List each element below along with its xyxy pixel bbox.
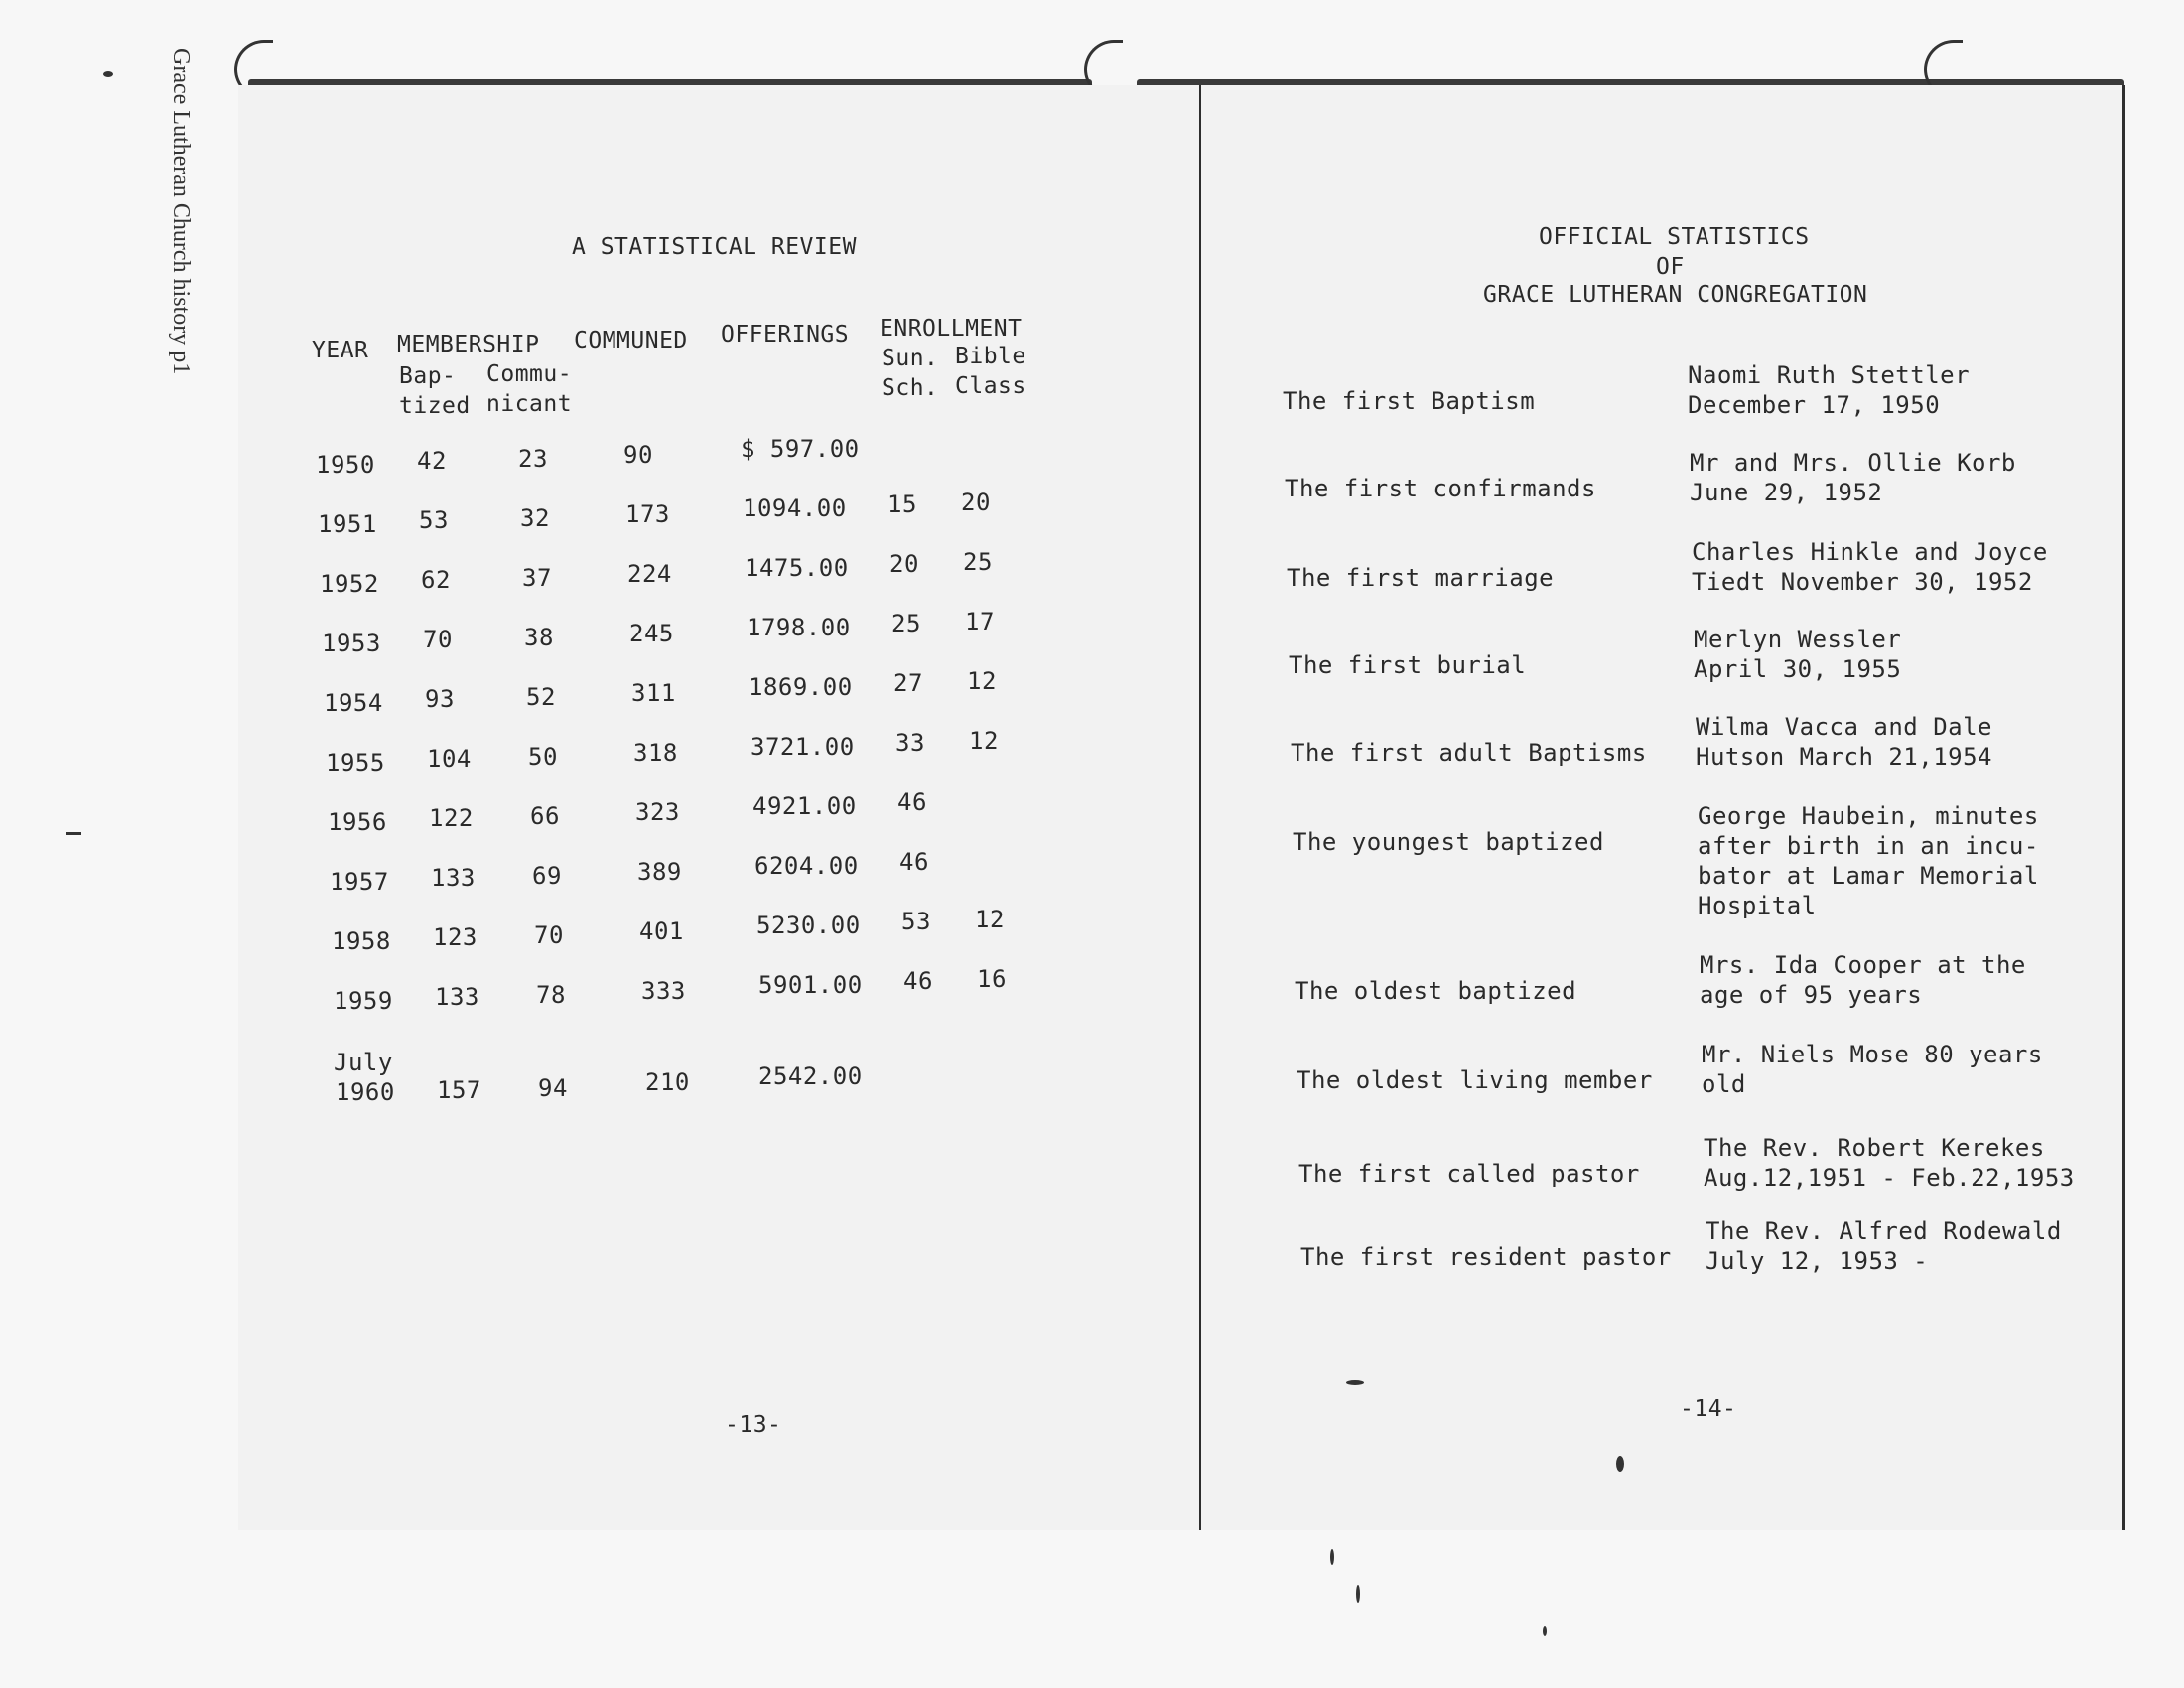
official-label-9: The first called pastor (1298, 1160, 1640, 1188)
official-statistics-title-2: OF (1656, 254, 1685, 280)
row-1959-bible-class: 16 (977, 965, 1007, 993)
row-1954-communed: 311 (631, 679, 676, 707)
official-label-3: The first marriage (1287, 564, 1555, 592)
row-1958-baptized: 123 (433, 923, 478, 951)
official-label-1: The first Baptism (1283, 387, 1536, 415)
official-value-7-line-1: Mrs. Ida Cooper at the (1700, 951, 2026, 979)
official-value-3-line-2: Tiedt November 30, 1952 (1692, 568, 2033, 596)
official-value-4-line-1: Merlyn Wessler (1694, 626, 1902, 653)
row-1950-offerings: $ 597.00 (741, 435, 860, 463)
row-1959-year: 1959 (334, 987, 393, 1015)
header-bible-class-2: Class (955, 373, 1026, 399)
official-value-4-line-2: April 30, 1955 (1694, 655, 1902, 683)
row-1956-offerings: 4921.00 (752, 792, 857, 820)
official-value-6-line-3: bator at Lamar Memorial (1698, 862, 2039, 890)
official-label-8: The oldest living member (1297, 1066, 1653, 1094)
official-value-7-line-2: age of 95 years (1700, 981, 1923, 1009)
official-value-9-line-2: Aug.12,1951 - Feb.22,1953 (1704, 1164, 2075, 1192)
row-1951-baptized: 53 (419, 506, 449, 534)
official-value-1-line-2: December 17, 1950 (1688, 391, 1941, 419)
row-1950-year: 1950 (316, 451, 375, 479)
official-value-9-line-1: The Rev. Robert Kerekes (1704, 1134, 2045, 1162)
row-1957-offerings: 6204.00 (754, 852, 859, 880)
row-1957-communed: 389 (637, 858, 682, 886)
row-1953-communicant: 38 (524, 624, 554, 651)
row-1951-communicant: 32 (520, 504, 550, 532)
row-1951-communed: 173 (625, 500, 670, 528)
row-1951-bible-class: 20 (961, 489, 991, 516)
header-communicant-2: nicant (486, 391, 573, 417)
row-1958-bible-class: 12 (975, 906, 1005, 933)
official-value-10-line-2: July 12, 1953 - (1706, 1247, 1929, 1275)
row-1952-bible-class: 25 (963, 548, 993, 576)
row-1960-baptized: 157 (437, 1076, 481, 1104)
row-1952-communicant: 37 (522, 564, 552, 592)
official-value-6-line-4: Hospital (1698, 892, 1817, 919)
row-1957-communicant: 69 (532, 862, 562, 890)
row-1954-communicant: 52 (526, 683, 556, 711)
header-communicant-1: Commu- (486, 361, 573, 387)
header-offerings: OFFERINGS (721, 322, 850, 348)
row-1953-communed: 245 (629, 620, 674, 647)
official-label-5: The first adult Baptisms (1291, 739, 1647, 767)
row-1953-offerings: 1798.00 (747, 614, 851, 641)
row-1956-baptized: 122 (429, 804, 474, 832)
row-1960-offerings: 2542.00 (758, 1062, 863, 1090)
row-1956-sunday-school: 46 (897, 788, 927, 816)
row-1960-year-1: July (334, 1049, 393, 1076)
scan-speck (1616, 1456, 1624, 1472)
row-1958-communed: 401 (639, 917, 684, 945)
row-1958-communicant: 70 (534, 921, 564, 949)
row-1950-communed: 90 (623, 441, 653, 469)
row-1957-baptized: 133 (431, 864, 476, 892)
scan-speck (1356, 1585, 1360, 1603)
margin-note: Grace Lutheran Church history p1 (168, 48, 194, 375)
official-value-3-line-1: Charles Hinkle and Joyce (1692, 538, 2048, 566)
official-label-10: The first resident pastor (1300, 1243, 1672, 1271)
header-membership: MEMBERSHIP (397, 332, 540, 357)
official-statistics-title-3: GRACE LUTHERAN CONGREGATION (1483, 282, 1868, 308)
header-sunday-school-2: Sch. (882, 375, 939, 401)
row-1960-communed: 210 (645, 1068, 690, 1096)
row-1959-baptized: 133 (435, 983, 479, 1011)
header-bible-class-1: Bible (955, 344, 1026, 369)
header-baptized-1: Bap- (399, 363, 457, 389)
official-value-5-line-1: Wilma Vacca and Dale (1696, 713, 1992, 741)
row-1954-year: 1954 (324, 689, 383, 717)
row-1953-bible-class: 17 (965, 608, 995, 635)
official-label-6: The youngest baptized (1293, 828, 1604, 856)
row-1951-offerings: 1094.00 (743, 494, 847, 522)
header-sunday-school-1: Sun. (882, 346, 939, 371)
page-number-13: -13- (725, 1412, 782, 1438)
row-1955-communicant: 50 (528, 743, 558, 771)
row-1956-communed: 323 (635, 798, 680, 826)
row-1954-offerings: 1869.00 (749, 673, 853, 701)
official-label-4: The first burial (1289, 651, 1527, 679)
row-1959-communed: 333 (641, 977, 686, 1005)
row-1959-offerings: 5901.00 (758, 971, 863, 999)
statistical-review-title: A STATISTICAL REVIEW (572, 234, 857, 260)
official-value-8-line-1: Mr. Niels Mose 80 years (1702, 1041, 2043, 1068)
row-1955-sunday-school: 33 (895, 729, 925, 757)
official-label-2: The first confirmands (1285, 475, 1596, 502)
header-enrollment: ENROLLMENT (880, 316, 1023, 342)
scan-speck (1330, 1549, 1334, 1565)
row-1955-year: 1955 (326, 749, 385, 776)
row-1954-sunday-school: 27 (893, 669, 923, 697)
row-1958-offerings: 5230.00 (756, 912, 861, 939)
row-1953-baptized: 70 (423, 626, 453, 653)
row-1958-sunday-school: 53 (901, 908, 931, 935)
row-1958-year: 1958 (332, 927, 391, 955)
row-1960-communicant: 94 (538, 1074, 568, 1102)
row-1955-bible-class: 12 (969, 727, 999, 755)
row-1950-baptized: 42 (417, 447, 447, 475)
row-1950-communicant: 23 (518, 445, 548, 473)
row-1951-year: 1951 (318, 510, 377, 538)
row-1955-baptized: 104 (427, 745, 472, 773)
row-1957-sunday-school: 46 (899, 848, 929, 876)
row-1954-bible-class: 12 (967, 667, 997, 695)
scan-speck (1346, 1380, 1364, 1385)
row-1959-sunday-school: 46 (903, 967, 933, 995)
row-1953-year: 1953 (322, 630, 381, 657)
official-value-8-line-2: old (1702, 1070, 1746, 1098)
row-1960-year-2: 1960 (336, 1078, 395, 1106)
official-value-2-line-1: Mr and Mrs. Ollie Korb (1690, 449, 2016, 477)
row-1952-year: 1952 (320, 570, 379, 598)
header-baptized-2: tized (399, 393, 471, 419)
official-value-6-line-1: George Haubein, minutes (1698, 802, 2039, 830)
row-1952-offerings: 1475.00 (745, 554, 849, 582)
official-value-10-line-1: The Rev. Alfred Rodewald (1706, 1217, 2062, 1245)
official-value-1-line-1: Naomi Ruth Stettler (1688, 361, 1971, 389)
official-label-7: The oldest baptized (1295, 977, 1577, 1005)
row-1955-communed: 318 (633, 739, 678, 767)
row-1956-communicant: 66 (530, 802, 560, 830)
official-value-5-line-2: Hutson March 21,1954 (1696, 743, 1992, 771)
row-1959-communicant: 78 (536, 981, 566, 1009)
row-1952-sunday-school: 20 (889, 550, 919, 578)
row-1952-baptized: 62 (421, 566, 451, 594)
row-1954-baptized: 93 (425, 685, 455, 713)
official-value-6-line-2: after birth in an incu- (1698, 832, 2039, 860)
row-1953-sunday-school: 25 (891, 610, 921, 637)
page-number-14: -14- (1680, 1396, 1737, 1422)
row-1956-year: 1956 (328, 808, 387, 836)
scan-speck (1543, 1626, 1547, 1636)
margin-tick (66, 832, 81, 835)
official-value-2-line-2: June 29, 1952 (1690, 479, 1883, 506)
row-1957-year: 1957 (330, 868, 389, 896)
scan-speck (103, 71, 113, 77)
header-year: YEAR (312, 338, 369, 363)
official-statistics-title-1: OFFICIAL STATISTICS (1539, 224, 1810, 250)
row-1951-sunday-school: 15 (887, 491, 917, 518)
row-1952-communed: 224 (627, 560, 672, 588)
row-1955-offerings: 3721.00 (751, 733, 855, 761)
header-communed: COMMUNED (574, 328, 688, 353)
